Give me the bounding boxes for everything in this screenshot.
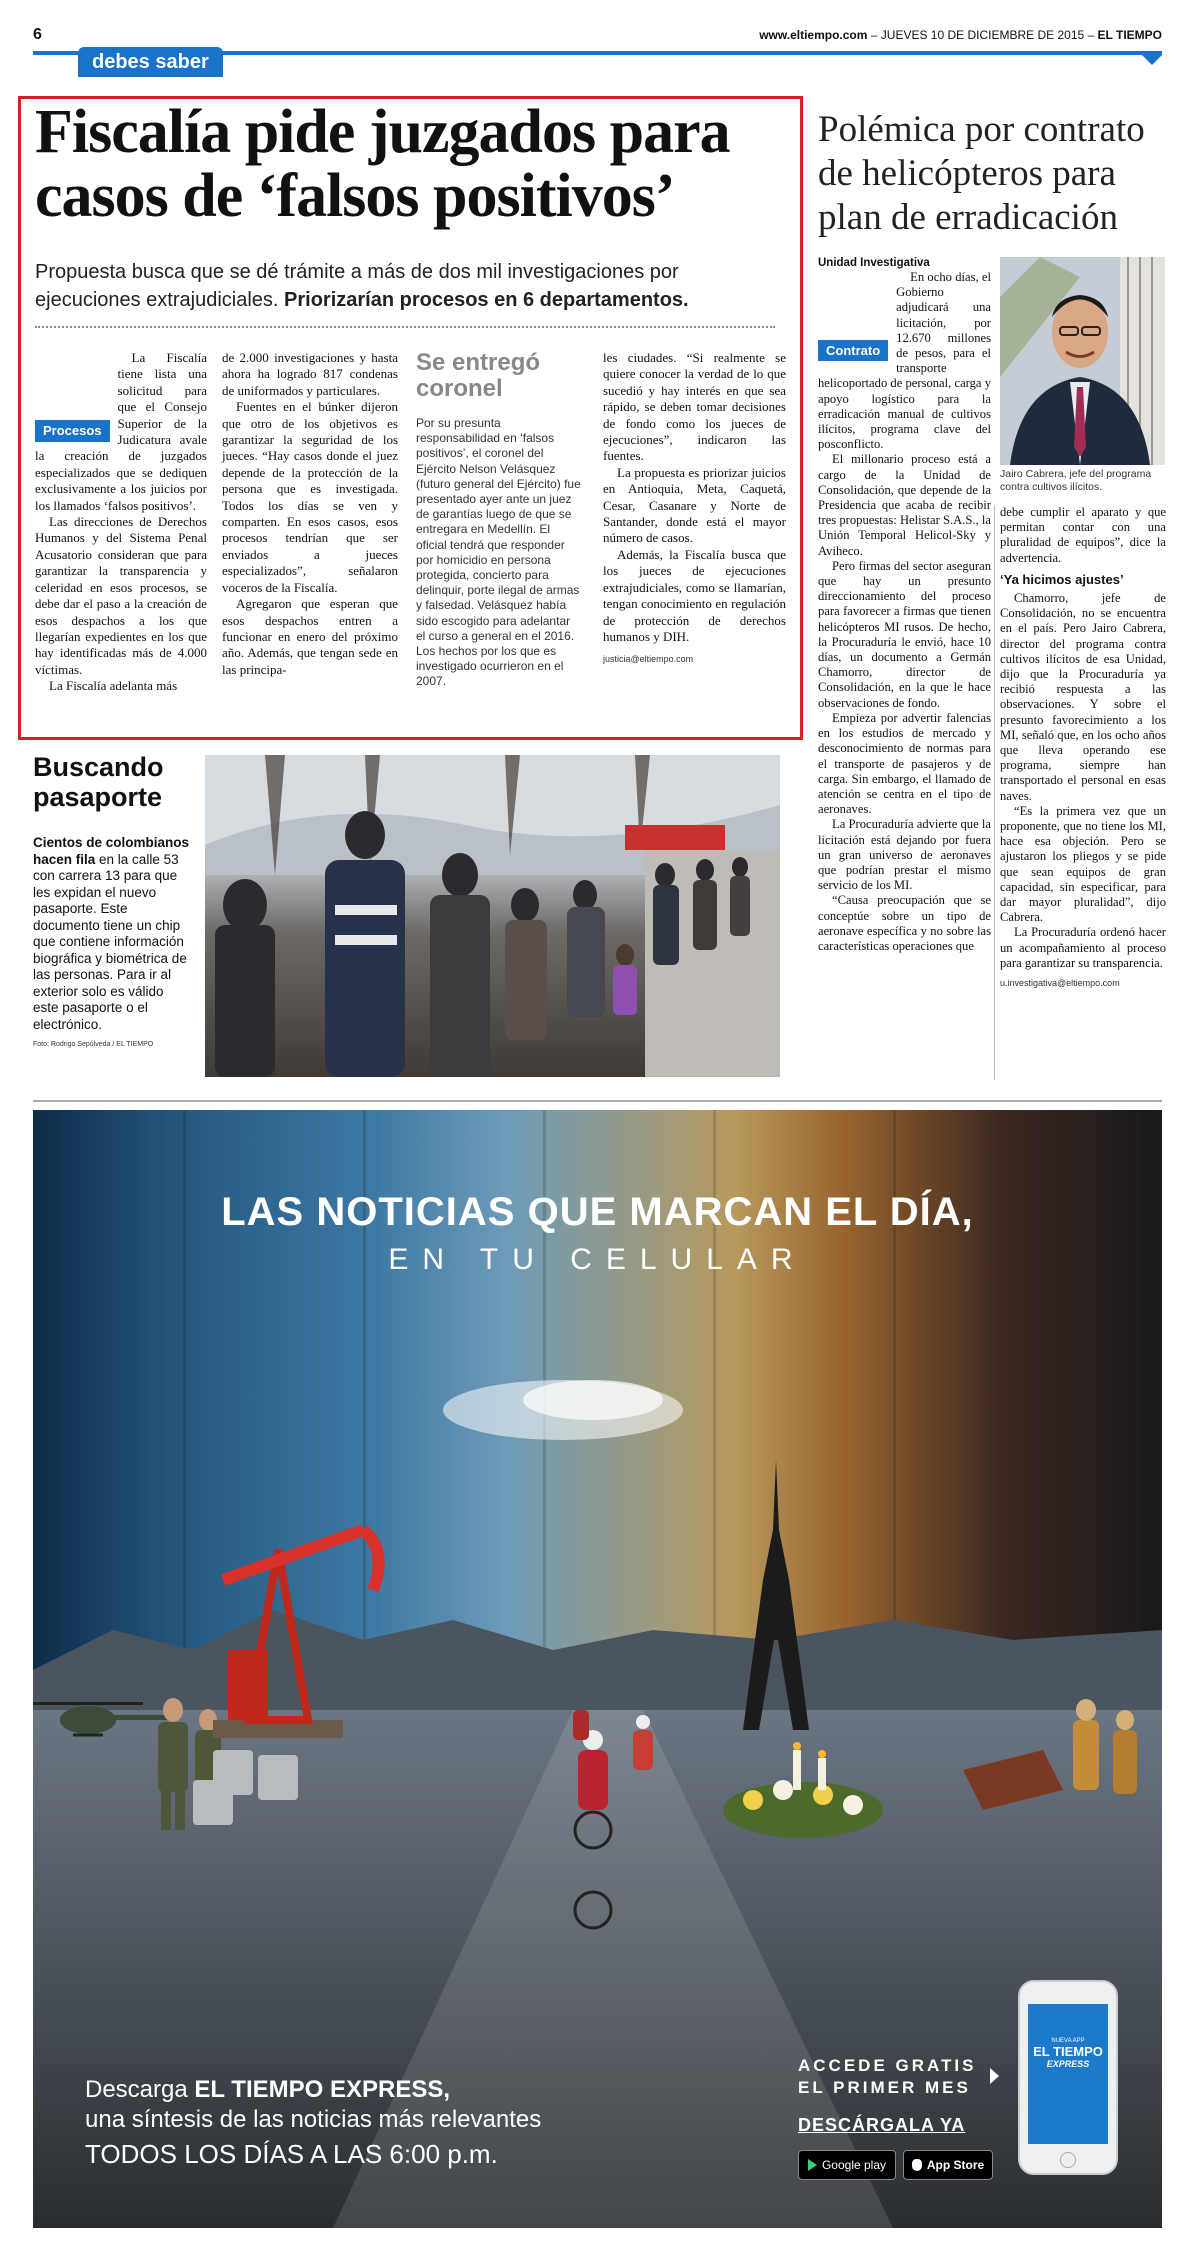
story-email: justicia@eltiempo.com	[603, 654, 694, 665]
tag-contrato: Contrato	[818, 340, 888, 361]
main-col-2	[222, 350, 398, 678]
ad-arrow-icon	[990, 2068, 999, 2084]
main-deck	[35, 258, 780, 314]
paragraph: de 2.000 investigaciones y hasta ahora ha logrado 817 condenas de uniformados y particulares.	[222, 350, 398, 398]
section-chevron-icon	[1142, 55, 1162, 65]
header-dateline: www.eltiempo.com – JUEVES 10 DE DICIEMBRE DE 2015 – EL TIEMPO	[759, 28, 1162, 42]
google-play-label: Google play	[821, 2158, 887, 2172]
ad-copy-line2: una síntesis de las noticias más relevantes	[85, 2106, 542, 2133]
paragraph: La Procuraduría advierte que la licitación está dejando por fuera un gran universo de aeronaves que podrían prestar el mismo servicio de los MI.	[818, 817, 991, 893]
ad-copy	[85, 2075, 645, 2169]
photo-credit: Foto: Rodrigo Sepúlveda / EL TIEMPO	[33, 1041, 154, 1048]
ad-copy-lead: Descarga	[85, 2076, 195, 2103]
paragraph: les ciudades. “Si realmente se quiere conocer la verdad de lo que sucedió y hay interés en que sea rápido, se deben tomar decisiones de fondo como los jueces de ejecuciones”, indicaron las fuentes.	[603, 350, 786, 464]
paragraph: La Procuraduría ordenó hacer un acompañamiento al proceso para garantizar su transparencia.	[1000, 925, 1166, 970]
paragraph: Fuentes en el búnker dijeron que otro de los objetivos es garantizar la seguridad de los jueces. “Hay casos donde el juez depende de la protección de la persona que es investigada. Todos los días se ven y comparten. En esos casos, esos procesos tendrían que ser enviados a jueces especializados”, señalaron voceros de la Fiscalía.	[222, 399, 398, 595]
phone-brand: EL TIEMPO	[1033, 2044, 1103, 2059]
paper-name: EL TIEMPO	[1097, 28, 1162, 42]
paragraph: Agregaron que esperan que esos despachos entren a funcionar en enero del próximo año. Además, que tengan sede en las principa-	[222, 596, 398, 677]
paragraph: En ocho días, el Gobierno adjudicará una licitación, por 12.670 millones de pesos, para el transporte helicoportado de personal, carga y apoyo logístico para la erradicación manual de cultivos ilícitos, programa clave del posconflicto.	[818, 270, 991, 452]
phone-graphic	[1018, 1980, 1118, 2175]
play-icon	[808, 2159, 817, 2171]
app-store-button[interactable]	[903, 2150, 993, 2180]
google-play-button[interactable]	[798, 2150, 896, 2180]
right-col-1	[818, 270, 991, 954]
photo-story-title: Buscando pasaporte	[33, 752, 164, 812]
app-ad	[33, 1110, 1162, 2228]
caption-lead: Cientos de colombianos hacen fila	[33, 835, 190, 867]
main-headline: Fiscalía pide juzgados para casos de ‘falsos positivos’	[35, 98, 730, 230]
portrait-caption: Jairo Cabrera, jefe del programa contra cultivos ilícitos.	[1000, 468, 1152, 493]
paragraph: Empieza por advertir falencias en los estudios de mercado y desconocimiento de normas para el transporte de pasajeros y de carga. Sin embargo, el llamado de atención se centra en el tipo de aeronaves.	[818, 710, 991, 817]
main-col-4	[603, 350, 786, 668]
ad-offer-line1: ACCEDE GRATIS	[798, 2056, 977, 2075]
sidebar-title: Se entregó coronel	[416, 349, 541, 402]
page-divider	[33, 1100, 1162, 1102]
right-email: u.investigativa@eltiempo.com	[1000, 978, 1120, 989]
queue-illustration	[205, 755, 780, 1077]
paragraph: debe cumplir el aparato y que permitan contar con una pluralidad de equipos”, dice la advertencia.	[1000, 505, 1166, 565]
ad-offer	[798, 2055, 976, 2099]
ad-copy-brand: EL TIEMPO EXPRESS,	[194, 2076, 451, 2103]
tag-procesos: Procesos	[35, 420, 110, 442]
section-label: debes saber	[78, 47, 223, 77]
right-col-rule	[994, 505, 995, 1080]
paragraph: La Fiscalía adelanta más	[49, 678, 178, 694]
right-subhead: ‘Ya hicimos ajustes’	[1000, 571, 1124, 587]
paragraph: Chamorro, jefe de Consolidación, no se encuentra en el país. Pero Jairo Cabrera, director del programa contra cultivos ilícitos de esa Unidad, dijo que la Procuraduría ya recibió respuesta a las observaciones. Y sobre el presunto favorecimiento a los MI, señaló que, en los ocho años que lleva operando ese programa, siempre han transportado el personal en esas naves.	[1000, 591, 1166, 803]
ad-offer-line2: EL PRIMER MES	[798, 2078, 971, 2097]
right-col-2	[1000, 505, 1166, 991]
paragraph: La Fiscalía tiene lista una solicitud para que el Consejo Superior de la Judicatura avale la creación de juzgados especializados que se dediquen exclusivamente a los juicios por los llamados ‘falsos positivos’.	[35, 350, 207, 513]
ad-subhead: EN TU CELULAR	[388, 1243, 807, 1276]
paragraph: Además, la Fiscalía busca que los jueces de ejecuciones extrajudiciales, como se llamarían, tengan conocimiento en regulación de protección de derechos humanos y DIH.	[603, 546, 786, 644]
paragraph: “Es la primera vez que un proponente, que no tiene los MI, hace esa objeción. Pero se ajustaron los pliegos y se pide que sean equipos de gran capacidad, sin especificar, para dar mayor pluralidad”, dijo Cabrera.	[1000, 803, 1166, 925]
caption-text: en la calle 53 con carrera 13 para que les expidan el nuevo pasaporte. Este documento tiene un chip que contiene información biográfica y biométrica de las personas. Para ir al exterior solo es válido este pasaporte o el electrónico.	[33, 851, 187, 1032]
issue-date: JUEVES 10 DE DICIEMBRE DE 2015	[880, 28, 1085, 42]
phone-screen	[1028, 2004, 1108, 2144]
site-url: www.eltiempo.com	[759, 28, 868, 42]
phone-express: EXPRESS	[1046, 2059, 1090, 2069]
ad-illustration	[33, 1110, 1162, 2228]
ad-headline: LAS NOTICIAS QUE MARCAN EL DÍA,	[221, 1190, 974, 1234]
cabrera-portrait	[1000, 257, 1165, 465]
ad-copy-line3: TODOS LOS DÍAS A LAS 6:00 p.m.	[85, 2139, 498, 2169]
phone-home-button	[1060, 2152, 1076, 2168]
download-link[interactable]: DESCÁRGALA YA	[798, 2115, 966, 2135]
sidebar-text: Por su presunta responsabilidad en ‘falsos positivos’, el coronel del Ejército Nelson Velásquez (futuro general del Ejército) fue presentado ayer ante un juez de garantías luego de que se entregara en Medellín. El oficial tendrá que responder por homicidio en persona protegida, concierto para delinquir, porte ilegal de armas y falsedad. Velásquez había sido escogido para adelantar el curso a general en el 2016. Los hechos por los que es investigado ocurrieron en el 2007.	[416, 416, 581, 689]
apple-icon	[912, 2159, 922, 2171]
right-byline: Unidad Investigativa	[818, 257, 930, 269]
app-store-label: App Store	[926, 2158, 985, 2172]
deck-bold: Priorizarían procesos en 6 departamentos.	[284, 289, 689, 311]
paragraph: Las direcciones de Derechos Humanos y del Sistema Penal Acusatorio consideran que para garantizar la transparencia y celeridad en esos procesos, se debe dar el paso a la creación de esos despachos a los que llegarían expedientes en los que hay identificadas más de 4.000 víctimas.	[35, 514, 207, 677]
portrait-illustration	[1000, 257, 1165, 465]
main-col-1	[35, 350, 207, 695]
paragraph: La propuesta es priorizar juicios en Antioquia, Meta, Caquetá, Cesar, Casanare y Norte de Santander, donde está el mayor número de casos.	[603, 464, 786, 546]
paragraph: Pero firmas del sector aseguran que hay un presunto direccionamiento del proceso para favorecer a firmas que tienen helicópteros MI rusos. De hecho, la Procuraduría le envió, hace 10 días, un documento a Germán Chamorro, director de Consolidación, en la que le hace observaciones de fondo.	[818, 558, 991, 710]
deck-text: Propuesta busca que se dé trámite a más de dos mil investigaciones por ejecuciones extrajudiciales.	[35, 261, 679, 311]
paragraph: El millonario proceso está a cargo de la Unidad de Consolidación, que depende de la Presidencia que acaba de recibir tres propuestas: Helistar S.A.S., la Unión Temporal Helicol-Sky y Aviheco.	[818, 452, 991, 558]
phone-new-app: NUEVA APP	[1051, 2038, 1085, 2044]
deck-rule	[35, 326, 775, 328]
photo-caption	[33, 835, 191, 1054]
right-headline: Polémica por contrato de helicópteros para plan de erradicación	[818, 109, 1145, 238]
page-number: 6	[33, 26, 42, 43]
passport-queue-photo	[205, 755, 780, 1077]
paragraph: “Causa preocupación que se conceptúe sobre un tipo de aeronave específica y no sobre las características operaciones que	[818, 893, 991, 953]
